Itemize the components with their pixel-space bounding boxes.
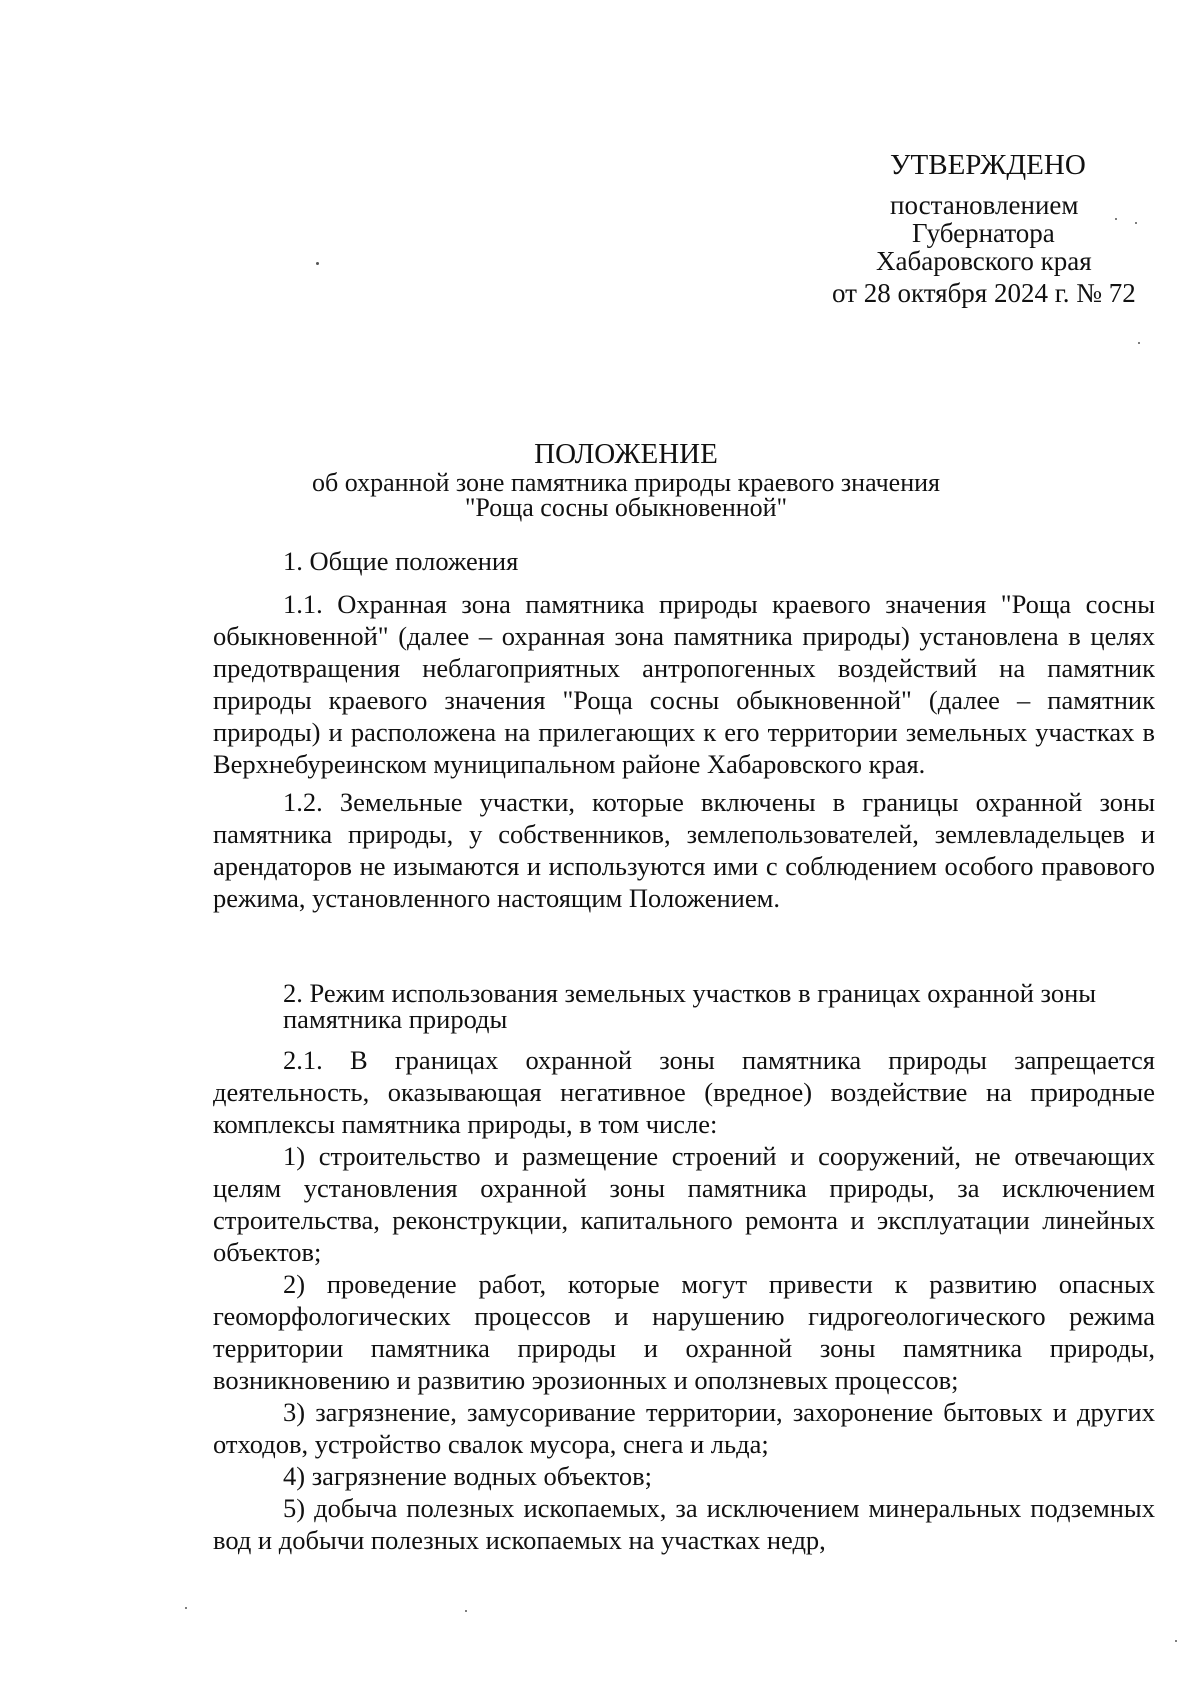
- document-subtitle-line-2: "Роща сосны обыкновенной": [464, 493, 788, 522]
- approval-line-1: постановлением: [890, 190, 1079, 220]
- scan-speck: [1115, 218, 1117, 220]
- scan-speck: [465, 1610, 467, 1612]
- approval-date-number: от 28 октября 2024 г. № 72: [832, 278, 1136, 308]
- scan-speck: [1135, 222, 1137, 224]
- document-subtitle-line-1: об охранной зоне памятника природы краевого значения: [312, 468, 940, 497]
- list-item: 4) загрязнение водных объектов;: [283, 1461, 652, 1491]
- section-2-body: [213, 1044, 1155, 1556]
- list-item: 2) проведение работ, которые могут привести к развитию опасных геоморфологических процессов и нарушению гидрогеологического режима территории памятника природы и охранной зоны памятника природы, возникновению и развитию эрозионных и оползневых процессов;: [213, 1269, 1155, 1395]
- list-item: 5) добыча полезных ископаемых, за исключением минеральных подземных вод и добычи полезных ископаемых на участках недр,: [213, 1493, 1155, 1555]
- section-1-heading: 1. Общие положения: [283, 546, 519, 576]
- paragraph-1-1: 1.1. Охранная зона памятника природы краевого значения "Роща сосны обыкновенной" (далее – охранная зона памятника природы) установлена в целях предотвращения неблагоприятных антропогенных воздействий на памятник природы краевого значения "Роща сосны обыкновенной" (далее – памятник природы) и расположена на прилегающих к его территории земельных участках в Верхнебуреинском муниципальном районе Хабаровского края.: [213, 589, 1155, 779]
- paragraph-2-1: 2.1. В границах охранной зоны памятника природы запрещается деятельность, оказывающая негативное (вредное) воздействие на природные комплексы памятника природы, в том числе:: [213, 1045, 1155, 1139]
- approval-line-2: Губернатора: [912, 218, 1055, 248]
- document-title: ПОЛОЖЕНИЕ: [534, 438, 718, 470]
- scan-speck: [1175, 1640, 1177, 1642]
- approval-title: УТВЕРЖДЕНО: [890, 149, 1086, 181]
- section-2-heading: 2. Режим использования земельных участков в границах охранной зоны памятника природы: [283, 978, 1097, 1034]
- section-1-body: [213, 588, 1155, 914]
- scan-speck: [316, 262, 319, 265]
- scan-speck: [1138, 342, 1140, 344]
- approval-line-3: Хабаровского края: [876, 246, 1092, 276]
- scan-speck: [185, 1607, 187, 1609]
- list-item: 1) строительство и размещение строений и сооружений, не отвечающих целям установления охранной зоны памятника природы, за исключением строительства, реконструкции, капитального ремонта и эксплуатации линейных объектов;: [213, 1141, 1155, 1267]
- list-item: 3) загрязнение, замусоривание территории, захоронение бытовых и других отходов, устройство свалок мусора, снега и льда;: [213, 1397, 1155, 1459]
- paragraph-1-2: 1.2. Земельные участки, которые включены в границы охранной зоны памятника природы, у собственников, землепользователей, землевладельцев и арендаторов не изымаются и используются ими с соблюдением особого правового режима, установленного настоящим Положением.: [213, 787, 1155, 913]
